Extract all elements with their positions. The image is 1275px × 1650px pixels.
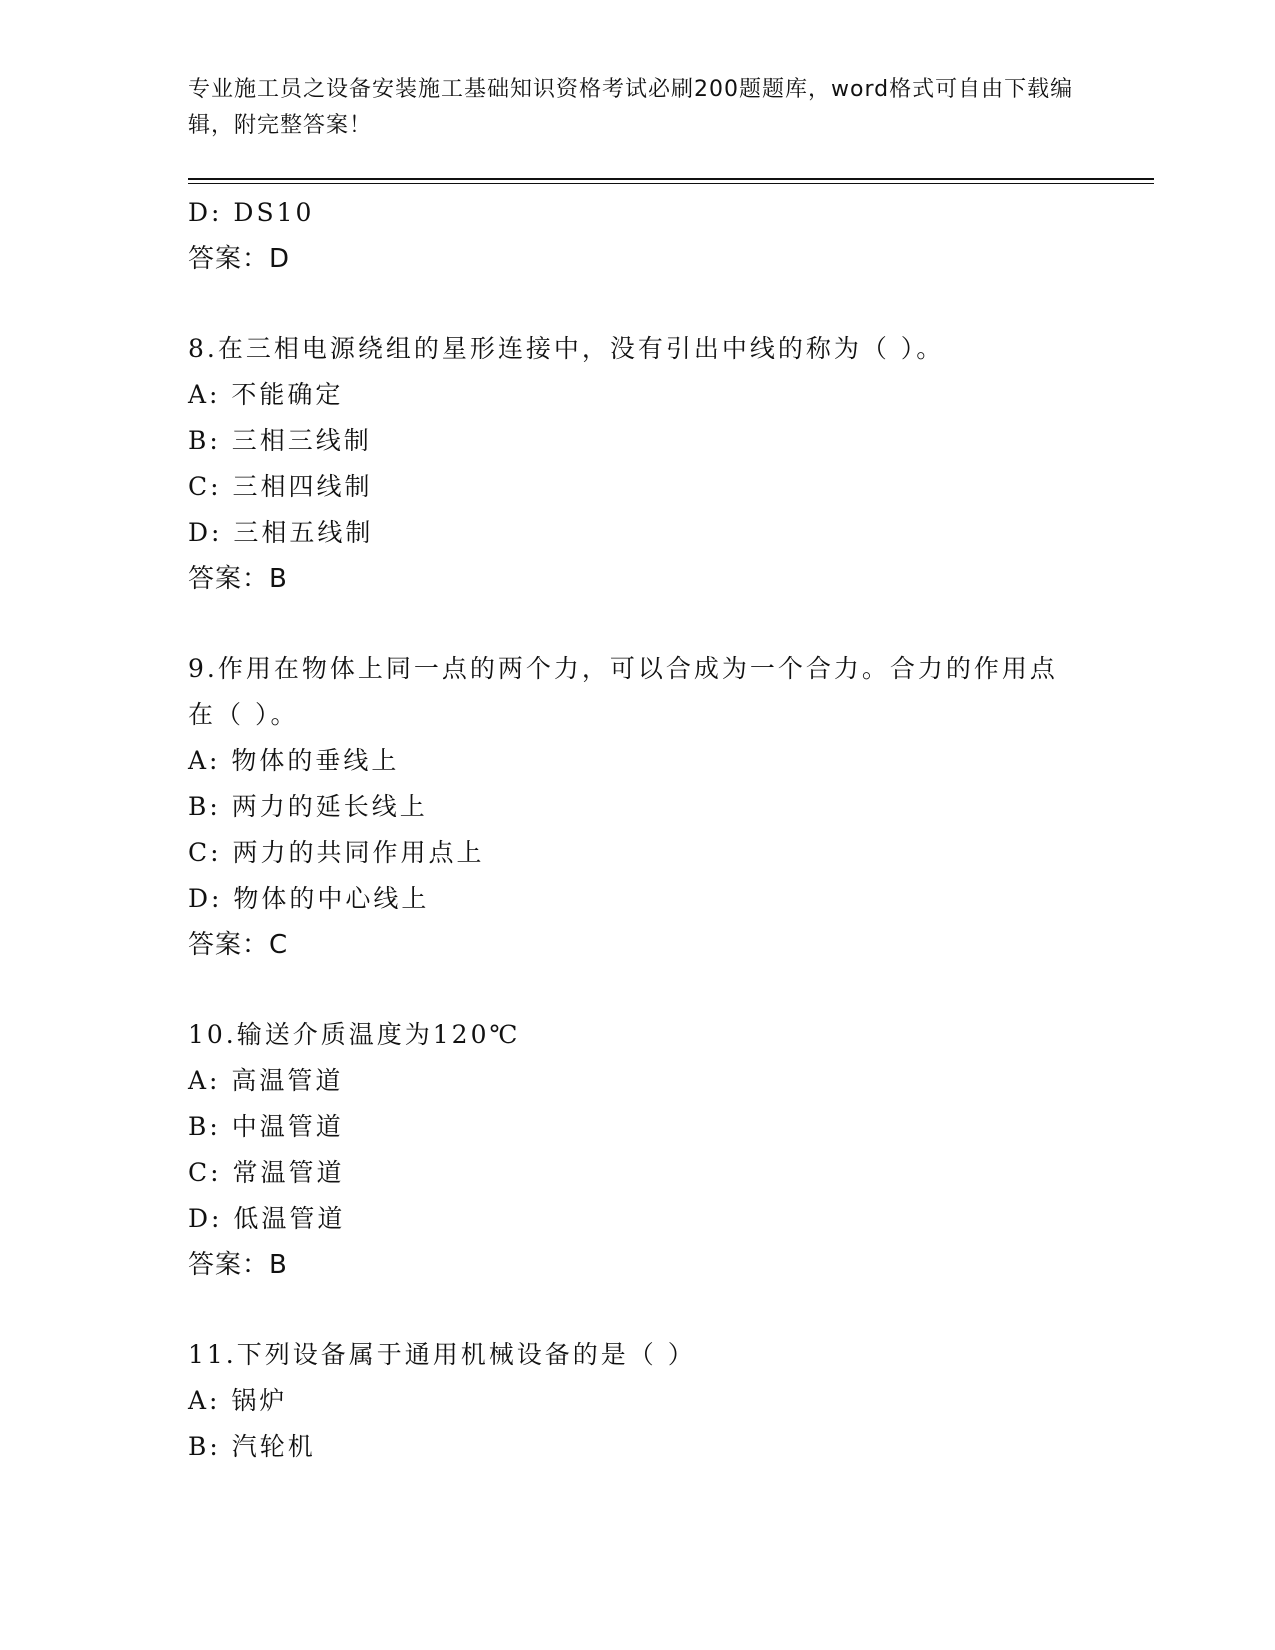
option-c: C: 两力的共同作用点上 (188, 838, 485, 867)
answer: 答案：B (188, 564, 288, 594)
question-text: 10.输送介质温度为120℃ (188, 1020, 521, 1049)
question-text: 11.下列设备属于通用机械设备的是（ ） (188, 1340, 696, 1369)
option-a: A: 高温管道 (188, 1066, 344, 1095)
option-d: D: 三相五线制 (188, 518, 374, 547)
option-a: A: 物体的垂线上 (188, 746, 400, 775)
option-d: D: 低温管道 (188, 1204, 346, 1233)
spacer (188, 602, 1088, 646)
header-divider-thick (188, 178, 1154, 180)
option-d: D: DS10 (188, 198, 315, 227)
document-body (188, 190, 1088, 1470)
option-c: C: 三相四线制 (188, 472, 373, 501)
spacer (188, 1288, 1088, 1332)
option-b: B: 中温管道 (188, 1112, 344, 1141)
option-b: B: 两力的延长线上 (188, 792, 428, 821)
option-d: D: 物体的中心线上 (188, 884, 430, 913)
question-text: 8.在三相电源绕组的星形连接中，没有引出中线的称为（ ）。 (188, 334, 945, 363)
option-c: C: 常温管道 (188, 1158, 345, 1187)
answer: 答案：C (188, 930, 289, 960)
answer: 答案：D (188, 244, 291, 274)
option-b: B: 汽轮机 (188, 1432, 316, 1461)
spacer (188, 282, 1088, 326)
option-a: A: 锅炉 (188, 1386, 288, 1415)
header-divider-thin (188, 183, 1154, 184)
option-b: B: 三相三线制 (188, 426, 372, 455)
spacer (188, 968, 1088, 1012)
page-header: 专业施工员之设备安装施工基础知识资格考试必刷200题题库，word格式可自由下载编辑，附完整答案！ (188, 77, 1074, 138)
question-text: 9.作用在物体上同一点的两个力，可以合成为一个合力。合力的作用点在（ ）。 (188, 654, 1058, 729)
answer: 答案：B (188, 1250, 288, 1280)
option-a: A: 不能确定 (188, 380, 344, 409)
